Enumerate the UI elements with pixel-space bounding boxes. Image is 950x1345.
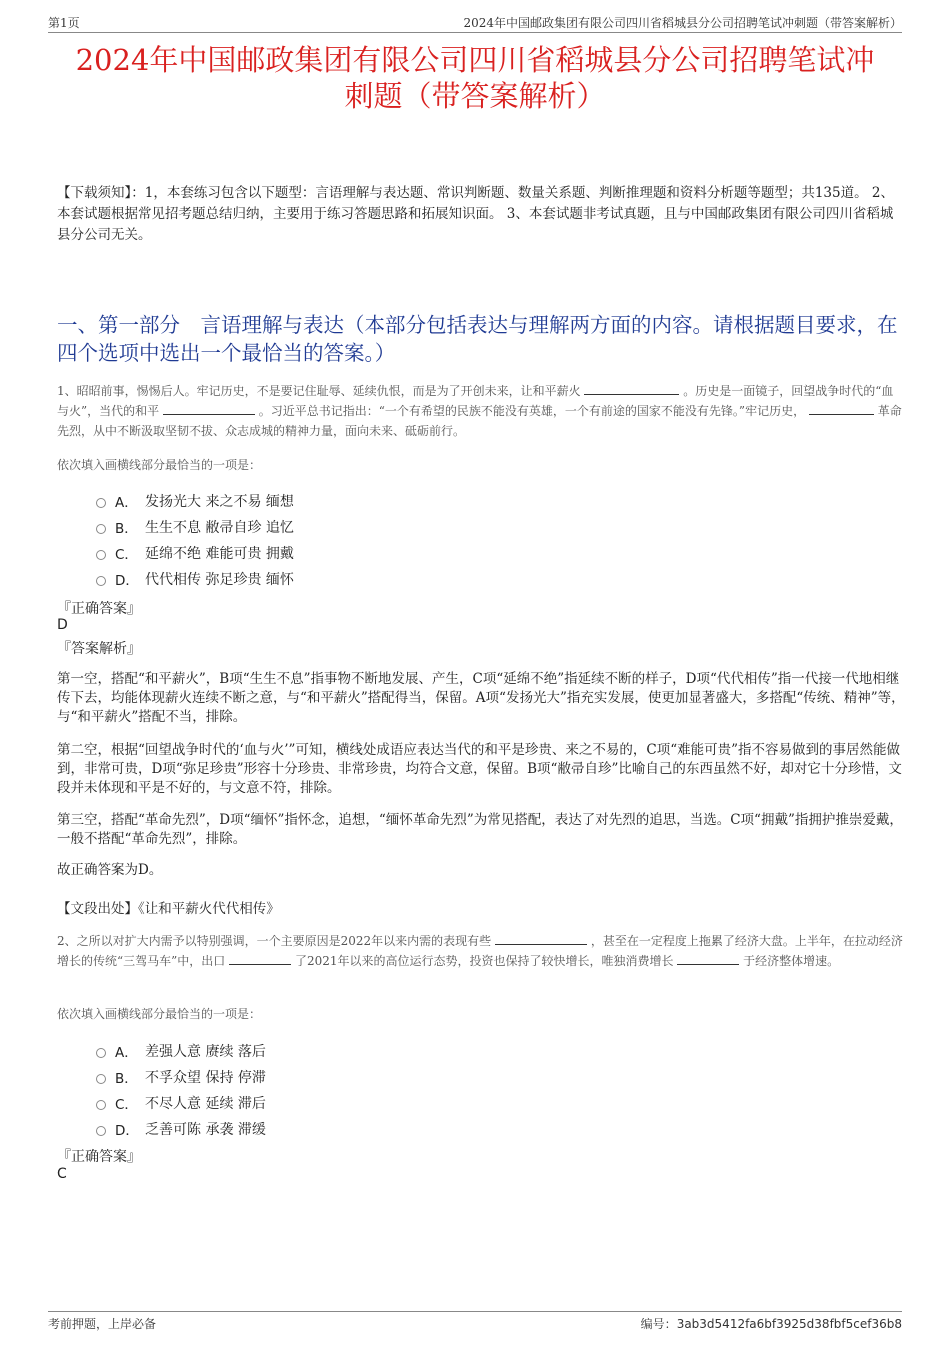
- q2-stem-part1: 2、之所以对扩大内需予以特别强调，一个主要原因是2022年以来内需的表现有些: [57, 934, 492, 948]
- question-1-stem: [57, 381, 905, 441]
- header-doc-title: 2024年中国邮政集团有限公司四川省稻城县分公司招聘笔试冲刺题（带答案解析）: [463, 16, 902, 30]
- q1-analysis-label: 『答案解析』: [57, 641, 141, 657]
- q2-stem-part3: 了2021年以来的高位运行态势，投资也保持了较快增长，唯独消费增长: [294, 954, 674, 968]
- q1-stem-part4: 革命先烈，从中不断汲取坚韧不拔、众志成城的精神力量，面向未来、砥砺前行。: [57, 404, 902, 438]
- q1-blank-2: [163, 402, 255, 415]
- q2-blank-2: [229, 952, 291, 965]
- radio-icon[interactable]: [96, 524, 106, 534]
- q1-analysis-para-3: 第三空，搭配“革命先烈”，D项“缅怀”指怀念，追想，“缅怀革命先烈”为常见搭配，表达了对先烈的追思，当选。C项“拥戴”指拥护推崇爱戴，一般不搭配“革命先烈”，排除。: [57, 812, 903, 847]
- question-2-stem: [57, 931, 905, 971]
- q1-stem-part1: 1、昭昭前事，惕惕后人。牢记历史，不是要记住耻辱、延续仇恨，而是为了开创未来，让和平薪火: [57, 384, 581, 398]
- footer-code-label: 编号：: [640, 1317, 677, 1331]
- question-2-instruction: 依次填入画横线部分最恰当的一项是：: [57, 1007, 262, 1021]
- q1-option-d[interactable]: D． 代代相传 弥足珍贵 缅怀: [96, 569, 496, 595]
- radio-icon[interactable]: [96, 576, 106, 586]
- radio-icon[interactable]: [96, 550, 106, 560]
- q2-answer-value: C: [57, 1166, 67, 1182]
- q1-stem-part2: 。历史是一面镜子，回望战争时代的“血与火”，当代的和平: [57, 384, 894, 418]
- question-1-options: [96, 491, 496, 595]
- download-notice: 【下载须知】：1，本套练习包含以下题型：言语理解与表达题、常识判断题、数量关系题、判断推理题和资料分析题等题型；共135道。 2、本套试题根据常见招考题总结归纳，主要用于练习答题思路和拓展知识面。 3、本套试题非考试真题，且与中国邮政集团有限公司四川省稻城县分公司无关。: [57, 185, 894, 243]
- q1-option-a[interactable]: A． 发扬光大 来之不易 缅想: [96, 491, 496, 517]
- document-title: [40, 42, 910, 114]
- question-1-instruction: 依次填入画横线部分最恰当的一项是：: [57, 458, 262, 472]
- question-2-options: [96, 1041, 496, 1145]
- section-heading: 一、第一部分 言语理解与表达（本部分包括表达与理解两方面的内容。请根据题目要求，在四个选项中选出一个最恰当的答案。）: [57, 313, 898, 365]
- footer-doc-code: [641, 1315, 902, 1332]
- q1-blank-1: [584, 382, 679, 395]
- q1-option-b[interactable]: B． 生生不息 敝帚自珍 追忆: [96, 517, 496, 543]
- page-number: 第1页: [48, 16, 80, 30]
- q2-blank-3: [677, 952, 739, 965]
- q1-analysis-conclusion: 故正确答案为D。: [57, 862, 163, 878]
- q2-stem-part4: 于经济整体增速。: [743, 954, 840, 968]
- radio-icon[interactable]: [96, 1074, 106, 1084]
- running-header: [48, 12, 902, 33]
- title-line-2: 刺题（带答案解析）: [344, 79, 606, 113]
- radio-icon[interactable]: [96, 1100, 106, 1110]
- q1-answer-label: 『正确答案』: [57, 601, 141, 617]
- radio-icon[interactable]: [96, 1048, 106, 1058]
- q1-blank-3: [809, 402, 874, 415]
- q1-answer-value: D: [57, 617, 68, 633]
- q1-stem-part3: 。习近平总书记指出：“一个有希望的民族不能没有英雄，一个有前途的国家不能没有先锋。”牢记历史，: [258, 404, 806, 418]
- radio-icon[interactable]: [96, 1126, 106, 1136]
- q1-analysis-para-2: 第二空，根据“回望战争时代的‘血与火’”可知，横线处成语应表达当代的和平是珍贵、来之不易的，C项“难能可贵”指不容易做到的事居然能做到，非常可贵，D项“弥足珍贵”形容十分珍贵、非常珍贵，均符合文意，保留。B项“敝帚自珍”比喻自己的东西虽然不好，却对它十分珍惜，文段并未体现和平是不好的，与文意不符，排除。: [57, 742, 902, 796]
- radio-icon[interactable]: [96, 498, 106, 508]
- q2-blank-1: [495, 932, 587, 945]
- q2-option-d[interactable]: D． 乏善可陈 承袭 滞缓: [96, 1119, 496, 1145]
- q2-option-a[interactable]: A． 差强人意 赓续 落后: [96, 1041, 496, 1067]
- q2-answer-label: 『正确答案』: [57, 1149, 141, 1165]
- q2-stem-part2: ，甚至在一定程度上拖累了经济大盘。上半年，在拉动经济增长的传统“三驾马车”中，出口: [57, 934, 903, 968]
- q2-option-b[interactable]: B． 不孚众望 保持 停滞: [96, 1067, 496, 1093]
- q1-option-c[interactable]: C． 延绵不绝 难能可贵 拥戴: [96, 543, 496, 569]
- q1-source: 【文段出处】《让和平薪火代代相传》: [57, 901, 280, 917]
- q1-analysis-para-1: 第一空，搭配“和平薪火”，B项“生生不息”指事物不断地发展、产生，C项“延绵不绝”指延续不断的样子，D项“代代相传”指一代接一代地相继传下去，均能体现薪火连续不断之意，与“和平薪火”搭配得当，保留。A项“发扬光大”指充实发展，使更加显著盛大，多搭配“传统、精神”等，与“和平薪火”搭配不当，排除。: [57, 671, 905, 725]
- q2-option-c[interactable]: C． 不尽人意 延续 滞后: [96, 1093, 496, 1119]
- title-line-1: 2024年中国邮政集团有限公司四川省稻城县分公司招聘笔试冲: [75, 43, 875, 77]
- footer-code-value: 3ab3d5412fa6bf3925d38fbf5cef36b8: [676, 1317, 902, 1331]
- footer-slogan: 考前押题，上岸必备: [48, 1317, 157, 1331]
- running-footer: [48, 1311, 902, 1334]
